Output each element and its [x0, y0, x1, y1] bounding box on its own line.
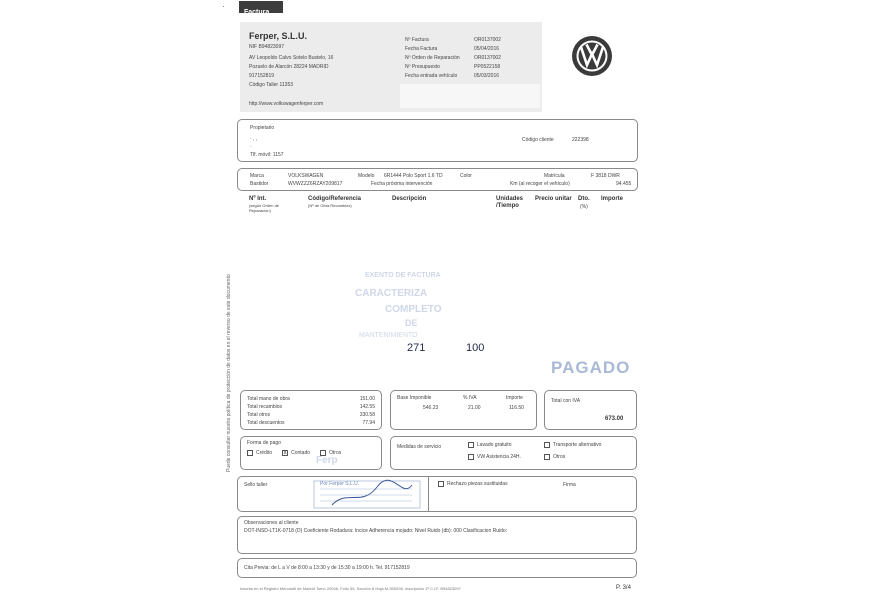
payment-option[interactable]: [282, 450, 310, 456]
service-option-label: Transporte alternativo: [553, 442, 602, 448]
total-label: Total recambios: [247, 404, 283, 410]
appointment-box: [237, 558, 637, 578]
color-label: Color: [460, 173, 472, 179]
client-code-label: Código cliente: [522, 137, 554, 143]
signature-divider: [428, 477, 429, 511]
meta-row: [405, 44, 535, 53]
company-city: Pozuelo de Alarcón 28224 MADRID: [249, 64, 329, 70]
top-mark: ·: [222, 2, 225, 11]
total-row: [247, 411, 375, 419]
service-checkbox[interactable]: [544, 442, 550, 448]
overlay-number-b: 100: [466, 342, 485, 354]
col-header-amount: Importe: [601, 196, 624, 202]
faded-stamp-line: MANTENIMIENTO: [359, 332, 418, 339]
meta-row: [405, 62, 535, 71]
tax-amount-value: 116.50: [509, 405, 524, 411]
plate-label: Matrícula: [544, 173, 565, 179]
total-vat-label: Total con IVA: [551, 398, 581, 404]
col-header-int-sub: (según Orden de Reparación): [249, 203, 280, 213]
privacy-side-text: Puede consultar nuestra política de protección de datos en el reverso de este documento: [226, 274, 232, 472]
meta-value: PP0522158: [474, 63, 501, 70]
faded-stamp-line: CARACTERIZA: [355, 288, 428, 299]
service-option[interactable]: [468, 454, 521, 460]
total-value: 330.58: [359, 412, 375, 418]
appointment-text: Cita Previa: de L a V de 8:00 a 13:30 y de 15:30 a 19:00 h. Tel. 917152819: [244, 565, 410, 571]
total-row: [247, 395, 375, 403]
chassis-value: WVWZZZ6RZAY209817: [288, 181, 343, 187]
total-vat-box: [544, 390, 637, 430]
service-box: [390, 436, 637, 470]
reject-parts-label: Rechazo piezas sustituidas: [447, 481, 508, 487]
owner-phone: Tlf. móvil: 1157: [250, 152, 284, 158]
service-checkbox[interactable]: [544, 454, 550, 460]
signature-box: [237, 476, 637, 512]
tax-base-value: 546.23: [423, 405, 439, 411]
total-label: Total mano de obra: [247, 396, 290, 402]
owner-box: [237, 119, 638, 162]
model-value: 6R1444 Polo Sport 1.6 TD: [384, 173, 443, 179]
service-option[interactable]: [544, 442, 601, 448]
payment-option-label: Crédito: [256, 450, 273, 456]
payment-box: [240, 436, 382, 470]
company-website: http://www.volkswagenferper.com: [249, 101, 324, 107]
meta-value: 05/03/2016: [474, 72, 500, 79]
total-row: [247, 403, 375, 411]
service-checkbox[interactable]: [468, 442, 474, 448]
total-label: Total descuentos: [247, 420, 285, 426]
meta-row: [405, 35, 535, 44]
meta-value: OR0137002: [474, 54, 501, 61]
brand-value: VOLKSWAGEN: [288, 173, 324, 179]
meta-row: [405, 71, 535, 80]
vehicle-box: [237, 168, 638, 191]
seal-text: Por Ferper S.L.U.: [320, 481, 360, 487]
faded-ferper: Ferp: [316, 455, 338, 466]
payment-option-label: Otros: [329, 450, 342, 456]
faded-stamp-line: DE: [405, 318, 418, 328]
signature-label: Firma: [563, 482, 576, 488]
faded-stamp-line: EXENTO DE FACTURA: [365, 272, 441, 279]
tax-pct-value: 21.00: [468, 405, 481, 411]
company-nif: NIF B94823097: [249, 44, 285, 50]
col-header-code: Código/Referencia: [308, 196, 362, 202]
document-label: [239, 1, 283, 16]
payment-option-label: Contado: [291, 450, 311, 456]
col-header-code-sub: (Nº de Obra Recambios): [308, 203, 352, 208]
total-value: 142.55: [359, 404, 375, 410]
brand-label: Marca: [250, 173, 264, 179]
total-label: Total otros: [247, 412, 271, 418]
plate-value: F 3818 DWR: [591, 173, 620, 179]
total-row: [247, 419, 375, 427]
company-name: Ferper, S.L.U.: [249, 31, 308, 41]
observations-box: [237, 516, 637, 554]
observations-text: DOT-INSD-LT1K-0718 (D) Coeficiente Rodadura: Incice Adherencia mojado: Nivel Ruido (db): 000 Clasificacion Ruido:: [244, 528, 508, 534]
col-header-price: Precio unitar: [535, 196, 572, 202]
vw-logo-icon: [571, 35, 613, 77]
redacted-area: [400, 84, 540, 108]
meta-label: Nº Orden de Reparación: [405, 54, 460, 61]
meta-value: OR0137002: [474, 36, 501, 43]
model-label: Modelo: [358, 173, 375, 179]
payment-title: Forma de pago: [247, 440, 281, 446]
header-block: [240, 22, 542, 112]
chassis-label: Bastidor: [250, 181, 269, 187]
payment-checkbox[interactable]: [247, 450, 253, 456]
service-option-label: Otros: [553, 454, 566, 460]
company-phone: 917152819: [249, 73, 275, 79]
service-checkbox[interactable]: [468, 454, 474, 460]
workshop-seal-stamp: [312, 479, 422, 510]
overlay-number-a: 271: [407, 342, 426, 354]
service-option[interactable]: [468, 442, 511, 448]
meta-label: Nº Presupuesto: [405, 63, 440, 70]
service-option[interactable]: [544, 454, 565, 460]
tax-box: [390, 390, 537, 430]
meta-label: Fecha entrada vehículo: [405, 72, 458, 79]
owner-row1: · , ,: [250, 136, 258, 142]
meta-row: [405, 53, 535, 62]
col-header-units: Unidades /Tiempo: [496, 196, 524, 209]
tax-base-label: Base Imponible: [397, 395, 432, 401]
service-option-label: VW Asistencia 24H.: [477, 454, 521, 460]
total-vat-value: 673.00: [605, 416, 624, 422]
total-value: 77.94: [362, 420, 375, 426]
col-header-discount-sub: (%): [580, 204, 588, 210]
tax-amount-label: Importe: [506, 395, 523, 401]
payment-option[interactable]: [247, 450, 272, 456]
registry-footer: Inscrita en el Registro Mercantil de Madrid Tomo 20046, Folio 55, Sección 8 Hoja M-355208, Inscripción 1ª C.I.F. B94823097: [240, 586, 461, 591]
col-header-description: Descripción: [392, 196, 427, 202]
invoice-meta: [405, 35, 535, 80]
faded-stamp-line: COMPLETO: [385, 304, 442, 315]
paid-stamp: PAGADO: [551, 358, 631, 377]
tax-pct-label: % IVA: [463, 395, 477, 401]
total-value: 151.00: [359, 396, 375, 402]
company-address: AV Leopoldo Calvo Sotelo Bustelo, 16: [249, 55, 334, 61]
col-header-discount: Dto.: [578, 196, 590, 202]
owner-label: Propietario: [250, 125, 275, 131]
payment-checkbox[interactable]: x: [283, 450, 287, 456]
meta-value: 05/04/2016: [474, 45, 500, 52]
next-inspection-label: Fecha próxima intervención: [371, 181, 433, 187]
observations-title: Observaciones al cliente: [244, 520, 299, 526]
service-title: Medidas de servicio: [397, 444, 442, 450]
totals-box: [240, 390, 382, 430]
col-header-int: Nº Int.: [249, 196, 267, 202]
workshop-code: Código Taller 11353: [249, 82, 294, 88]
service-option-label: Lavado gratuito: [477, 442, 512, 448]
reject-parts-option[interactable]: [438, 481, 508, 487]
reject-parts-checkbox[interactable]: [438, 481, 444, 487]
owner-row2: ·: [250, 144, 252, 150]
totals-list: [247, 395, 375, 427]
document-label-text: Factura: [244, 9, 270, 16]
client-code-value: 222398: [572, 137, 589, 143]
km-label: Km (al recoger el vehículo): [510, 181, 570, 187]
meta-label: Nº Factura: [405, 36, 429, 43]
meta-label: Fecha Factura: [405, 45, 438, 52]
page-number: P. 3/4: [616, 585, 631, 591]
seal-label: Sello taller: [244, 482, 268, 488]
km-value: 94.455: [616, 181, 632, 187]
faded-stamp: [345, 260, 485, 350]
